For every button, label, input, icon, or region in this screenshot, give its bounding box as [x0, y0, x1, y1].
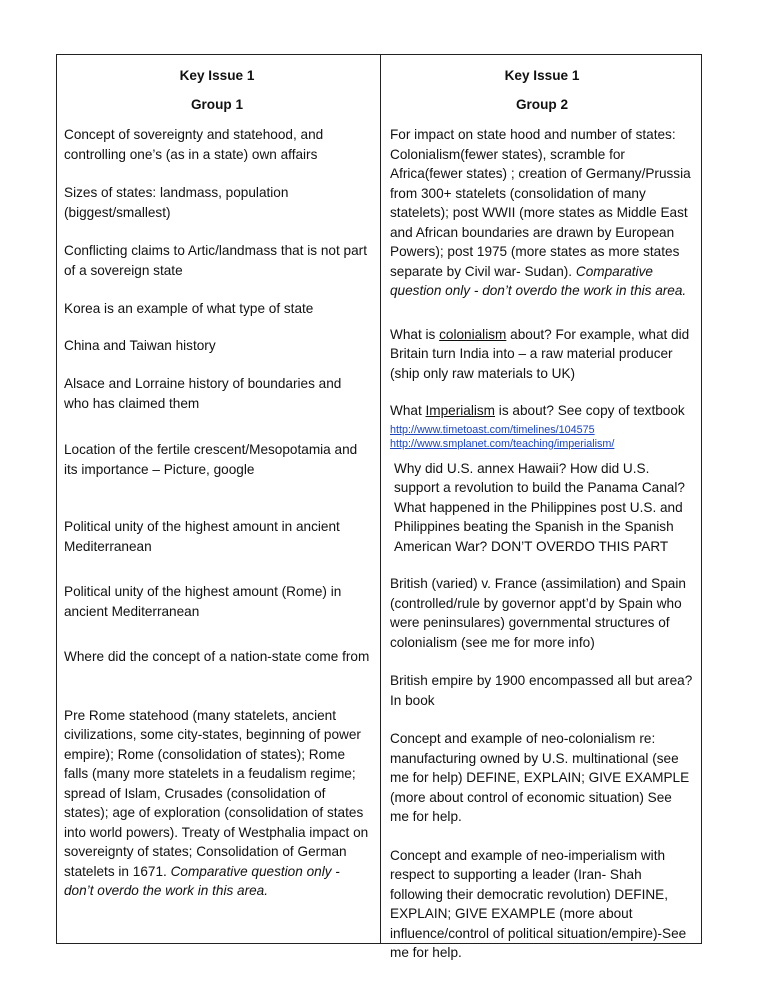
left-item-china-taiwan: China and Taiwan history	[64, 337, 216, 353]
right-item-imperialism-post: is about? See copy of textbook	[498, 403, 685, 418]
right-item-colonialism	[390, 325, 694, 384]
right-item-us-hawaii: Why did U.S. annex Hawaii? How did U.S. support a revolution to build the Panama Canal? What happened in the Philippines post U.S. and Philippines beating the Spanish in the Spanish American War? DON’T OVERDO THIS PART	[394, 460, 685, 554]
left-item-sovereignty: Concept of sovereignty and statehood, and controlling one’s (as in a state) own affairs	[64, 127, 324, 162]
left-item-pre-rome-note: Comparative question only - don’t overdo the work in this area.	[64, 863, 340, 898]
right-item-imperialism-term: Imperialism	[425, 403, 496, 418]
right-heading-key-issue: Key Issue 1	[504, 68, 580, 83]
left-item-pre-rome	[64, 706, 370, 901]
left-heading-key-issue: Key Issue 1	[179, 68, 255, 83]
right-item-statehood	[390, 125, 694, 301]
left-item-sizes: Sizes of states: landmass, population (biggest/smallest)	[64, 185, 289, 220]
left-item-political-unity: Political unity of the highest amount in ancient Mediterranean	[64, 519, 340, 554]
smplanet-link[interactable]: http://www.smplanet.com/teaching/imperialism/	[390, 437, 615, 450]
right-item-imperialism	[390, 401, 694, 421]
right-column	[390, 54, 694, 963]
left-item-arctic: Conflicting claims to Artic/landmass that is not part of a sovereign state	[64, 243, 367, 278]
timetoast-link[interactable]: http://www.timetoast.com/timelines/104575	[390, 423, 595, 436]
column-divider	[380, 54, 381, 944]
right-heading-group: Group 2	[515, 96, 569, 112]
left-item-korea: Korea is an example of what type of state	[64, 301, 314, 316]
left-heading-group: Group 1	[190, 96, 244, 112]
left-item-alsace: Alsace and Lorraine history of boundaries and who has claimed them	[64, 376, 342, 411]
right-item-british-empire: British empire by 1900 encompassed all but area? In book	[390, 673, 693, 708]
right-item-neo-colonialism: Concept and example of neo-colonialism re: manufacturing owned by U.S. multinational (see me for help) DEFINE, EXPLAIN; GIVE EXAMPLE (more about control of economic situation) See me for help.	[390, 731, 690, 824]
left-item-political-unity-rome: Political unity of the highest amount (Rome) in ancient Mediterranean	[64, 584, 342, 619]
left-item-nation-state: Where did the concept of a nation-state come from	[64, 649, 370, 664]
right-item-colonialism-post: about? For example, what did Britain turn India into – a raw material producer (ship only raw materials to UK)	[390, 326, 690, 381]
left-column	[64, 54, 370, 901]
right-item-statehood-note: Comparative question only - don’t overdo the work in this area.	[390, 263, 687, 298]
right-item-colonialism-pre: What is	[390, 326, 436, 342]
right-item-colonialism-term: colonialism	[439, 326, 507, 342]
right-item-statehood-text: For impact on state hood and number of states: Colonialism(fewer states), scramble for Africa(fewer states) ; creation of Germany/Prussia from 300+ statelets (consolidation of many statelets); post WWII (more states as Middle East and African boundaries are drawn by European Powers); post 1975 (more states as more states separate by Civil war- Sudan).	[390, 127, 691, 279]
left-item-fertile-crescent: Location of the fertile crescent/Mesopotamia and its importance – Picture, google	[64, 442, 358, 477]
right-item-neo-imperialism: Concept and example of neo-imperialism with respect to supporting a leader (Iran- Shah following their democratic revolution) DEFINE, EXPLAIN; GIVE EXAMPLE (more about influence/control of political situation/empire)-See me for help.	[390, 847, 687, 960]
left-item-pre-rome-text: Pre Rome statehood (many statelets, ancient civilizations, some city-states, beginning of power empire); Rome (consolidation of states); Rome falls (many more statelets in a feudalism regime; spread of Islam, Crusades (consolidation of states); age of exploration (consolidation of states into world powers). Treaty of Westphalia impact on sovereignty of states; Consolidation of German statelets in 1671.	[64, 707, 369, 879]
right-item-governmental-structures: British (varied) v. France (assimilation) and Spain (controlled/rule by governor appt’d by Spain who were peninsulares) governmental structures of colonialism (see me for more info)	[390, 576, 686, 650]
right-item-imperialism-pre: What	[390, 403, 422, 418]
